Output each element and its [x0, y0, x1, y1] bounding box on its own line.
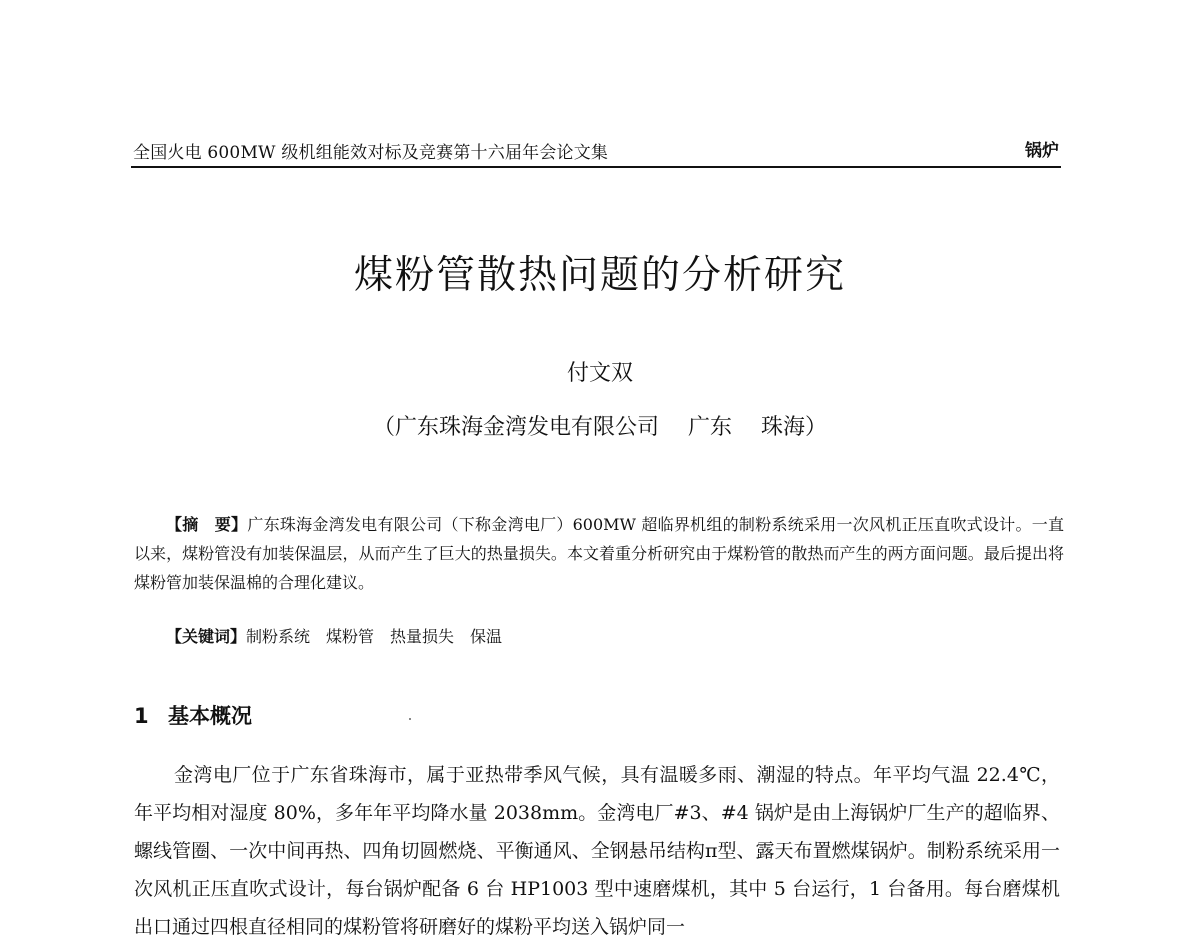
section-category: 锅炉 — [1025, 141, 1059, 161]
section-heading — [134, 700, 252, 730]
paper-title: 煤粉管散热问题的分析研究 — [353, 253, 846, 298]
section-title: 基本概况 — [168, 704, 252, 728]
abstract — [134, 510, 1064, 597]
keywords — [166, 624, 1066, 647]
abstract-text: 广东珠海金湾发电有限公司（下称金湾电厂）600MW 超临界机组的制粉系统采用一次风机正压直吹式设计。一直以来，煤粉管没有加装保温层，从而产生了巨大的热量损失。本文着重分析研究由于煤粉管的散热而产生的两方面问题。最后提出将煤粉管加装保温棉的合理化建议。 — [134, 515, 1064, 592]
abstract-label: 【摘 要】 — [166, 515, 248, 534]
running-header — [131, 134, 1061, 164]
proceedings-title: 全国火电 600MW 级机组能效对标及竞赛第十六届年会论文集 — [133, 143, 609, 163]
section-number: 1 — [134, 704, 149, 728]
abstract-paragraph — [134, 510, 1064, 597]
header-divider — [131, 166, 1061, 168]
scan-speck — [409, 718, 411, 720]
author-name: 付文双 — [566, 361, 633, 386]
author-affiliation: （广东珠海金湾发电有限公司 广东 珠海） — [373, 415, 827, 440]
keywords-label: 【关键词】 — [166, 627, 247, 646]
section-body — [134, 756, 1060, 946]
keywords-text: 制粉系统 煤粉管 热量损失 保温 — [246, 627, 503, 646]
body-paragraph: 金湾电厂位于广东省珠海市，属于亚热带季风气候，具有温暖多雨、潮湿的特点。年平均气温 22.4℃，年平均相对湿度 80%，多年年平均降水量 2038mm。金湾电厂#3、#4 锅炉是由上海锅炉厂生产的超临界、螺线管圈、一次中间再热、四角切圆燃烧、平衡通风、全钢悬吊结构π型、露天布置燃煤锅炉。制粉系统采用一次风机正压直吹式设计，每台锅炉配备 6 台 HP1003 型中速磨煤机，其中 5 台运行，1 台备用。每台磨煤机出口通过四根直径相同的煤粉管将研磨好的煤粉平均送入锅炉同一 — [134, 764, 1060, 938]
